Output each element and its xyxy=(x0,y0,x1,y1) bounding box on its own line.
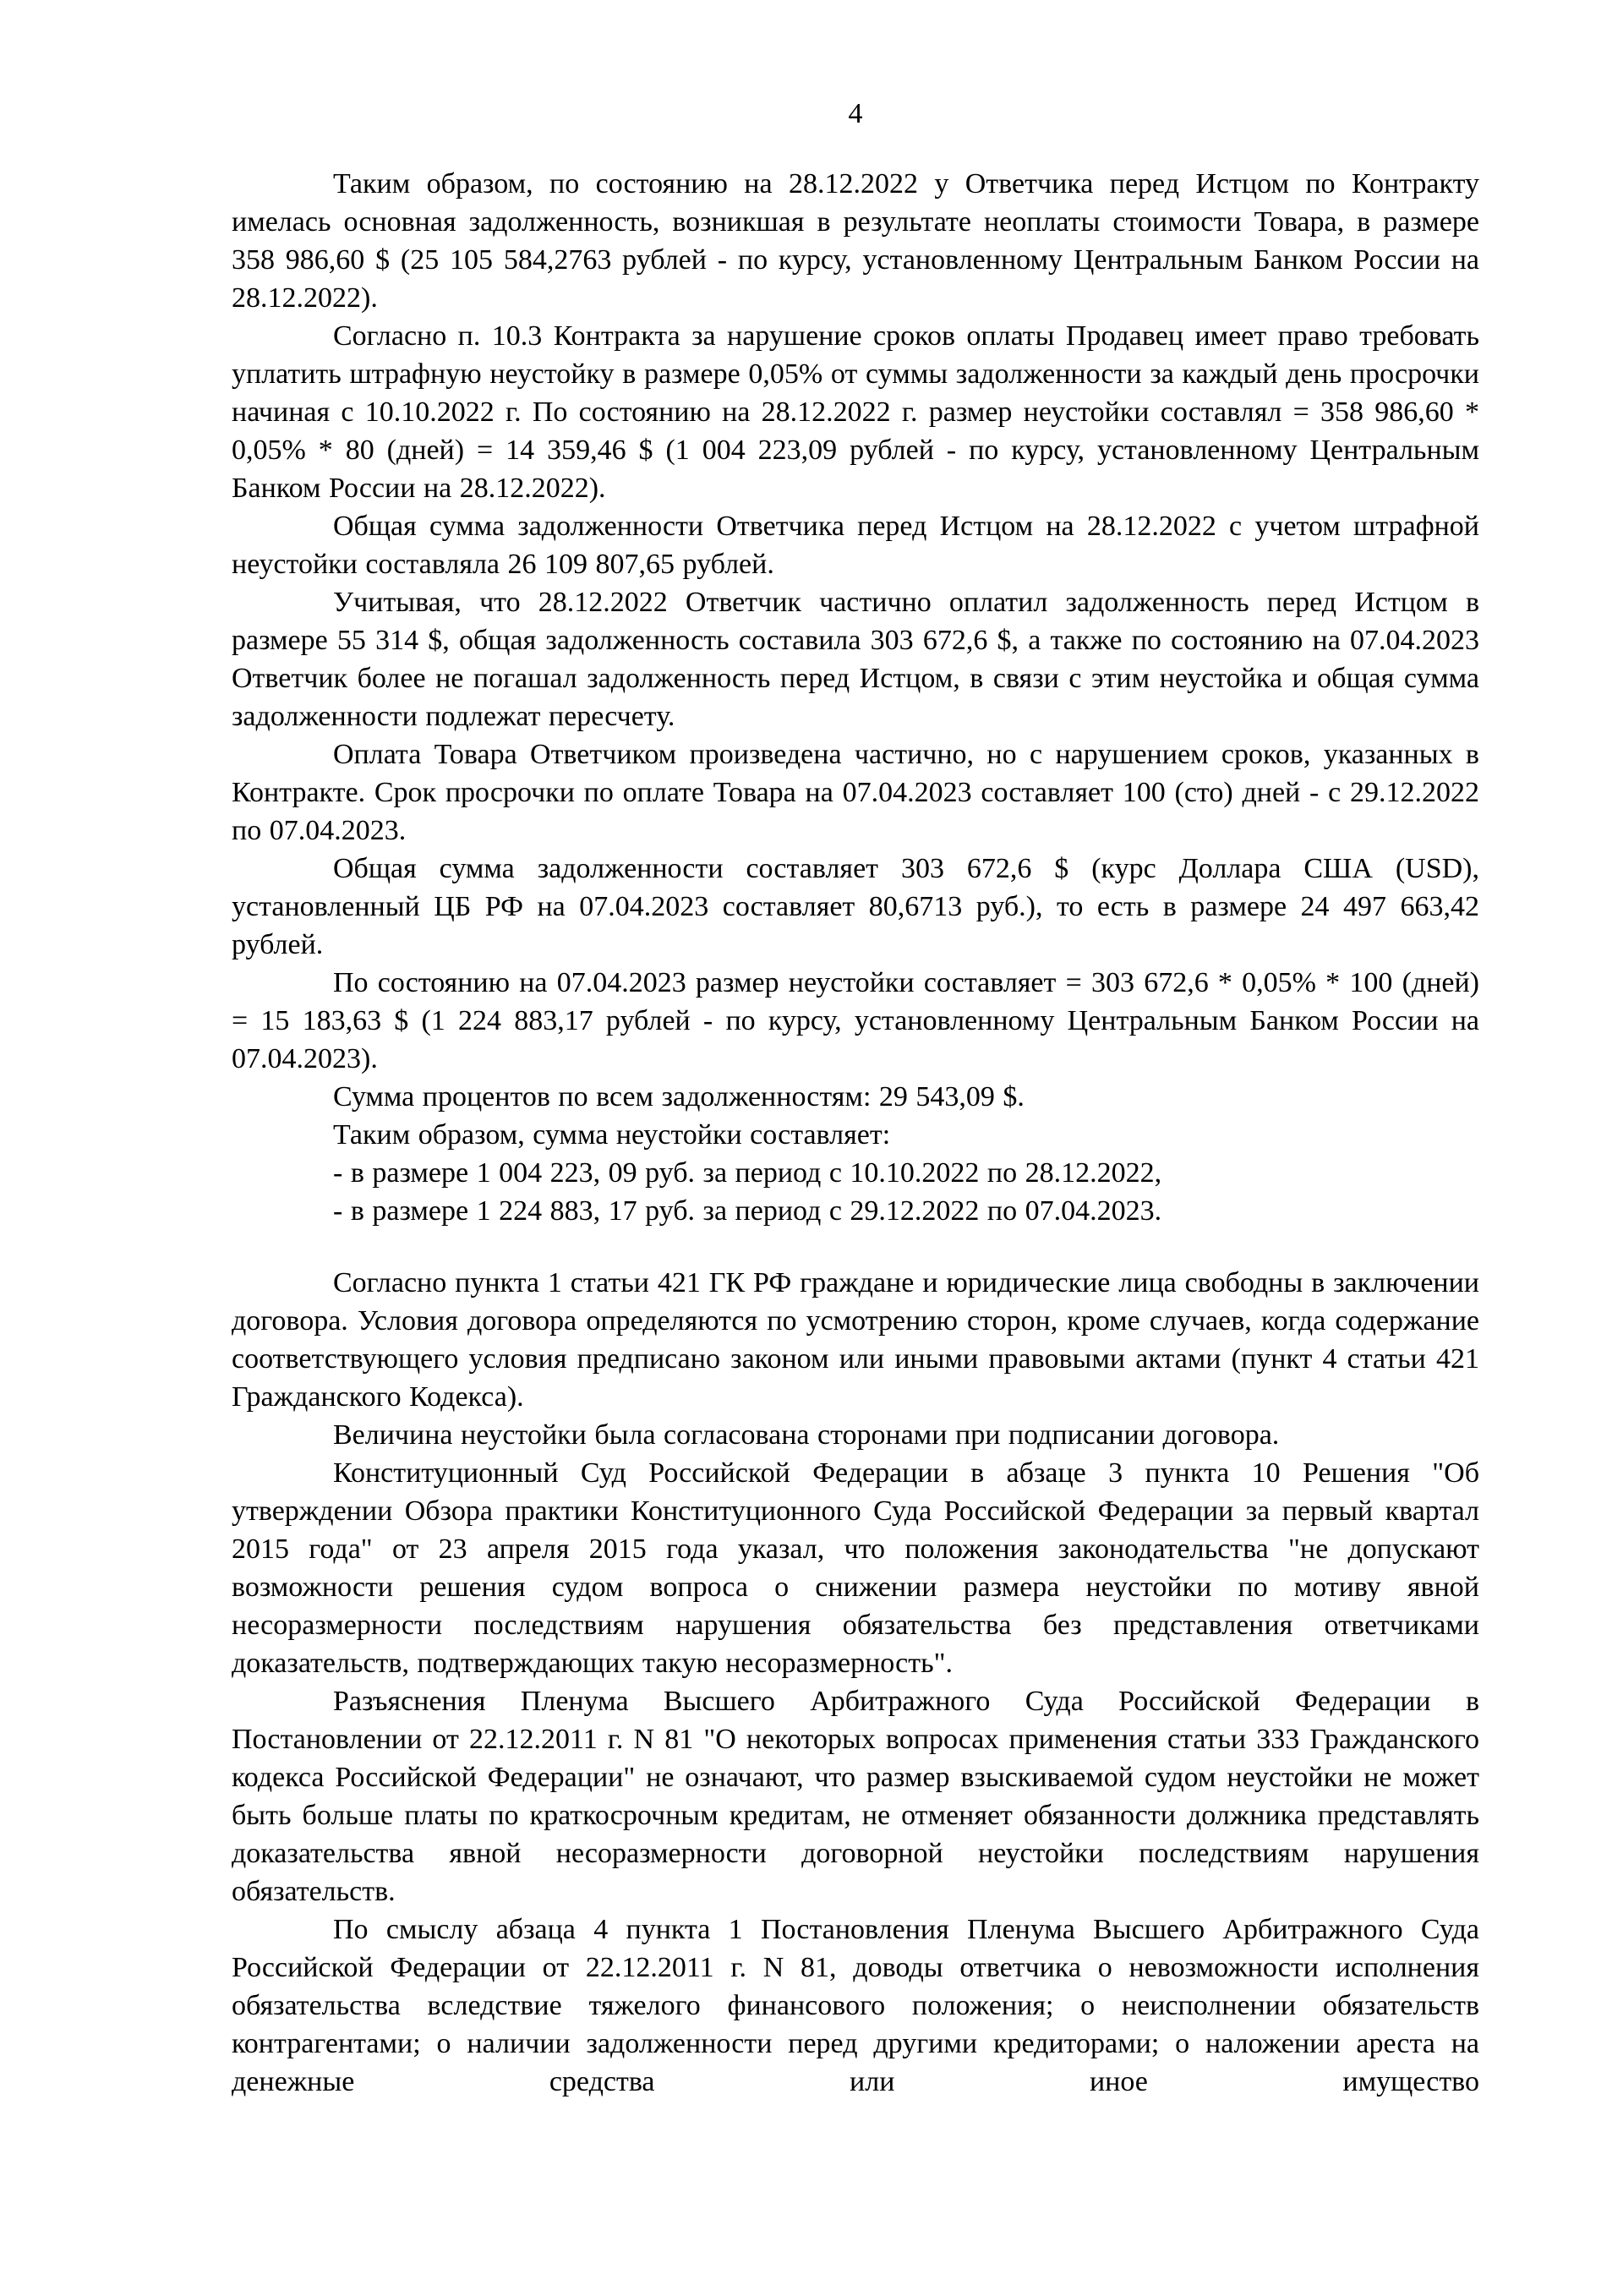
document-body xyxy=(232,165,1479,2101)
paragraph-10-penalty-period-1: - в размере 1 004 223, 09 руб. за период с 10.10.2022 по 28.12.2022, xyxy=(333,1157,1162,1189)
paragraph-14: Конституционный Суд Российской Федерации в абзаце 3 пункта 10 Решения "Об утверждении Обзора практики Конституционного Суда Российской Федерации за первый квартал 2015 года" от 23 апреля 2015 года указал, что положения законодательства "не допускают возможности решения судом вопроса о снижении размера неустойки по мотиву явной несоразмерности последствиям нарушения обязательства без представления ответчиками доказательств, подтверждающих такую несоразмерность". xyxy=(232,1457,1479,1679)
paragraph-13: Величина неустойки была согласована сторонами при подписании договора. xyxy=(333,1419,1280,1451)
paragraph-2: Согласно п. 10.3 Контракта за нарушение сроков оплаты Продавец имеет право требовать уплатить штрафную неустойку в размере 0,05% от суммы задолженности за каждый день просрочки начиная с 10.10.2022 г. По состоянию на 28.12.2022 г. размер неустойки составлял = 358 986,60 * 0,05% * 80 (дней) = 14 359,46 $ (1 004 223,09 рублей - по курсу, установленному Центральным Банком России на 28.12.2022). xyxy=(232,320,1479,504)
paragraph-5: Оплата Товара Ответчиком произведена частично, но с нарушением сроков, указанных в Контракте. Срок просрочки по оплате Товара на 07.04.2023 составляет 100 (сто) дней - с 29.12.2022 по 07.04.2023. xyxy=(232,739,1479,846)
paragraph-1: Таким образом, по состоянию на 28.12.2022 у Ответчика перед Истцом по Контракту имелась основная задолженность, возникшая в результате неоплаты стоимости Товара, в размере 358 986,60 $ (25 105 584,2763 рублей - по курсу, установленному Центральным Банком России на 28.12.2022). xyxy=(232,168,1479,314)
paragraph-16: По смыслу абзаца 4 пункта 1 Постановления Пленума Высшего Арбитражного Суда Российской Федерации от 22.12.2011 г. N 81, доводы ответчика о невозможности исполнения обязательства вследствие тяжелого финансового положения; о неисполнении обязательств контрагентами; о наличии задолженности перед другими кредиторами; о наложении ареста на денежные средства или иное имущество xyxy=(232,1914,1479,2097)
paragraph-4: Учитывая, что 28.12.2022 Ответчик частично оплатил задолженность перед Истцом в размере 55 314 $, общая задолженность составила 303 672,6 $, а также по состоянию на 07.04.2023 Ответчик более не погашал задолженность перед Истцом, в связи с этим неустойка и общая сумма задолженности подлежат пересчету. xyxy=(232,587,1479,732)
paragraph-12: Согласно пункта 1 статьи 421 ГК РФ граждане и юридические лица свободны в заключении договора. Условия договора определяются по усмотрению сторон, кроме случаев, когда содержание соответствующего условия предписано законом или иными правовыми актами (пункт 4 статьи 421 Гражданского Кодекса). xyxy=(232,1267,1479,1413)
paragraph-8: Сумма процентов по всем задолженностям: 29 543,09 $. xyxy=(333,1081,1025,1112)
paragraph-15: Разъяснения Пленума Высшего Арбитражного Суда Российской Федерации в Постановлении от 22.12.2011 г. N 81 "О некоторых вопросах применения статьи 333 Гражданского кодекса Российской Федерации" не означают, что размер взыскиваемой судом неустойки не может быть больше платы по краткосрочным кредитам, не отменяет обязанности должника представлять доказательства явной несоразмерности договорной неустойки последствиям нарушения обязательств. xyxy=(232,1686,1479,1907)
paragraph-6: Общая сумма задолженности составляет 303 672,6 $ (курс Доллара США (USD), установленный ЦБ РФ на 07.04.2023 составляет 80,6713 руб.), то есть в размере 24 497 663,42 рублей. xyxy=(232,853,1479,960)
paragraph-7: По состоянию на 07.04.2023 размер неустойки составляет = 303 672,6 * 0,05% * 100 (дней) = 15 183,63 $ (1 224 883,17 рублей - по курсу, установленному Центральным Банком России на 07.04.2023). xyxy=(232,967,1479,1074)
page-number: 4 xyxy=(848,98,863,129)
paragraph-11-penalty-period-2: - в размере 1 224 883, 17 руб. за период с 29.12.2022 по 07.04.2023. xyxy=(333,1195,1162,1227)
paragraph-3: Общая сумма задолженности Ответчика перед Истцом на 28.12.2022 с учетом штрафной неустойки составляла 26 109 807,65 рублей. xyxy=(232,511,1479,580)
paragraph-9: Таким образом, сумма неустойки составляет: xyxy=(333,1119,891,1151)
